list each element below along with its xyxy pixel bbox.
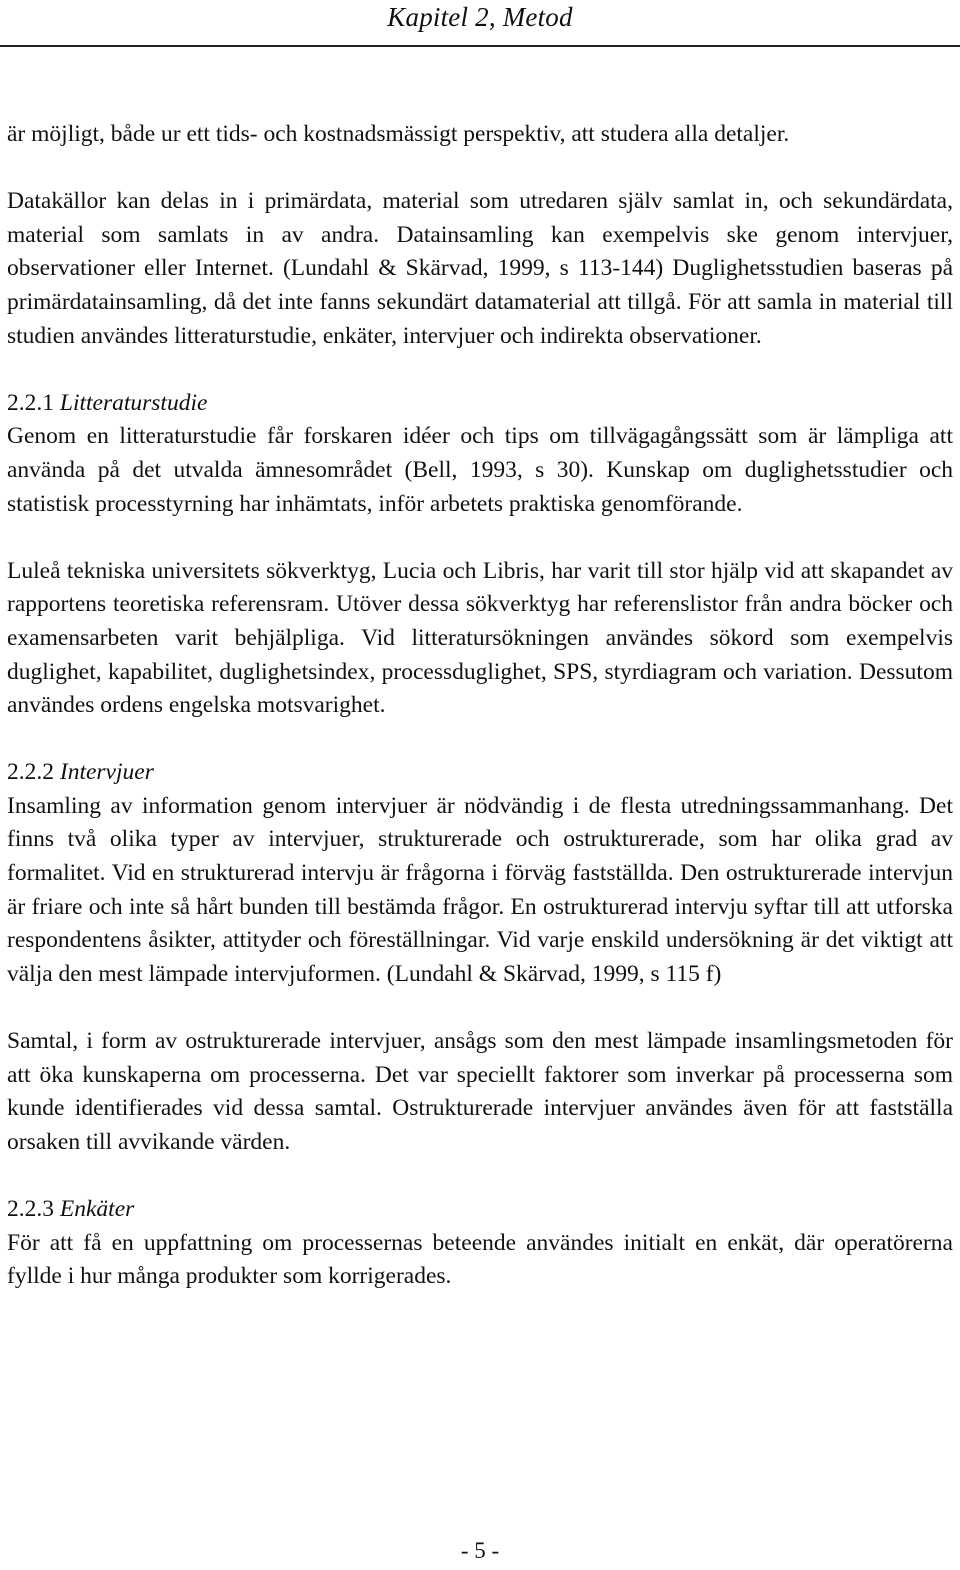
paragraph: är möjligt, både ur ett tids- och kostnadsmässigt perspektiv, att studera alla detaljer. bbox=[7, 121, 790, 147]
section-title: Intervjuer bbox=[59, 759, 154, 786]
section-number: 2.2.3 bbox=[7, 1196, 54, 1222]
page-number: - 5 - bbox=[460, 1538, 500, 1563]
section-number: 2.2.1 bbox=[7, 389, 54, 416]
paragraph: Samtal, i form av ostrukturerade intervjuer, ansågs som den mest lämpade insamlingsmetoden för att öka kunskaperna om processerna. Det var speciellt faktorer som inverkar på processerna som kunde identifierades vid dessa samtal. Ostrukturerade intervjuer användes även för att fastställa orsaken till avvikande värden. bbox=[7, 1028, 953, 1155]
paragraph: Genom en litteraturstudie får forskaren idéer och tips om tillvägagångssätt som är lämpliga att använda på det utvalda ämnesområdet (Bell, 1993, s 30). Kunskap om duglighetsstudier och statistisk processtyrning har inhämtats, inför arbetets praktiska genomförande. bbox=[7, 423, 953, 517]
paragraph: Insamling av information genom intervjuer är nödvändig i de flesta utredningssammanhang. Det finns två olika typer av intervjuer, strukturerade och ostrukturerade, som har olika grad av formalitet. Vid en strukturerad intervju är frågorna i förväg fastställda. Den ostrukturerade intervjun är friare och inte så hårt bunden till bestämda frågor. En ostrukturerad intervju syftar till att utforska respondentens åsikter, attityder och föreställningar. Vid varje enskild undersökning är det viktigt att välja den mest lämpade intervjuformen. (Lundahl & Skärvad, 1999, s 115 f) bbox=[7, 792, 953, 987]
section-heading bbox=[7, 387, 953, 421]
page-body bbox=[7, 118, 953, 1294]
paragraph: Datakällor kan delas in i primärdata, material som utredaren själv samlat in, och sekundärdata, material som samlats in av andra. Datainsamling kan exempelvis ske genom intervjuer, observationer eller Internet. (Lundahl & Skärvad, 1999, s 113-144) Duglighetsstudien baseras på primärdatainsamling, då det inte fanns sekundärt datamaterial att tillgå. För att samla in material till studien användes litteraturstudie, enkäter, intervjuer och indirekta observationer. bbox=[7, 188, 953, 349]
section-heading bbox=[7, 1193, 953, 1227]
section-heading bbox=[7, 756, 953, 790]
header-divider bbox=[0, 45, 960, 47]
chapter-title: Kapitel 2, Metod bbox=[387, 2, 573, 32]
page-header bbox=[0, 0, 960, 48]
section-number: 2.2.2 bbox=[7, 759, 54, 786]
section-title: Litteraturstudie bbox=[59, 389, 208, 416]
paragraph: Luleå tekniska universitets sökverktyg, Lucia och Libris, har varit till stor hjälp vid att skapandet av rapportens teoretiska referensram. Utöver dessa sökverktyg har referenslistor från andra böcker och examensarbeten varit behjälpliga. Vid litteratursökningen användes sökord som exempelvis duglighet, kapabilitet, duglighetsindex, processduglighet, SPS, styrdiagram och variation. Dessutom användes ordens engelska motsvarighet. bbox=[7, 557, 953, 719]
section-title: Enkäter bbox=[59, 1196, 135, 1222]
paragraph: För att få en uppfattning om processernas beteende användes initialt en enkät, där operatörerna fyllde i hur många produkter som korrigerades. bbox=[7, 1229, 953, 1290]
